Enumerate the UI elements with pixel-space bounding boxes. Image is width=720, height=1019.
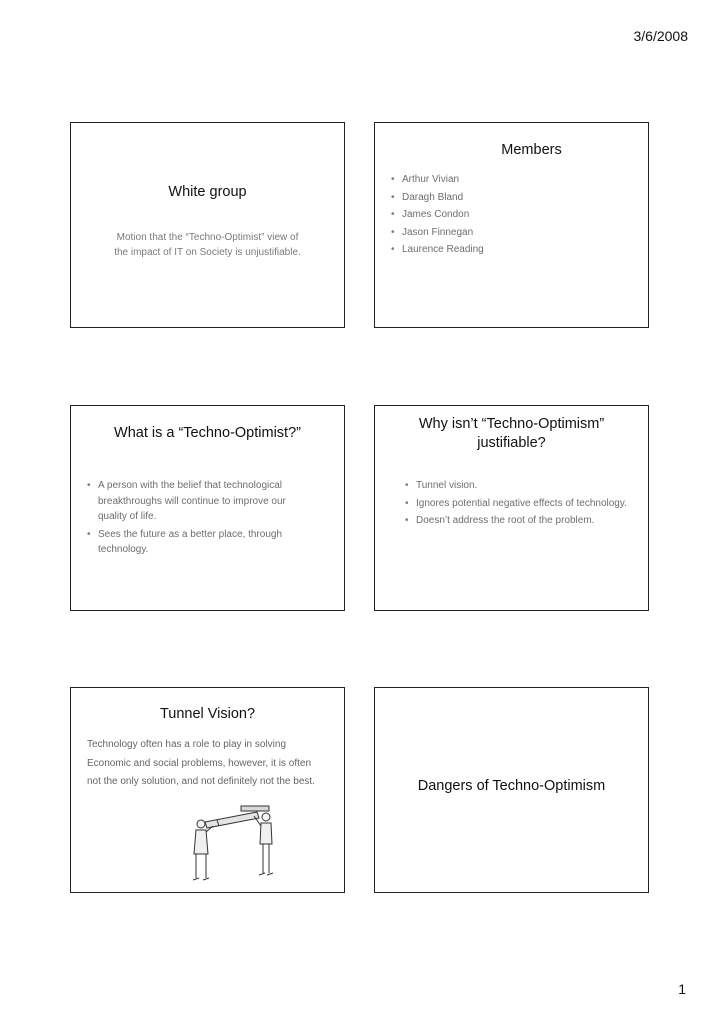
slide-what-is-techno-optimist [70,405,345,611]
tunnel-vision-illustration [187,800,287,886]
slide-subtitle: Motion that the “Techno-Optimist” view of the impact of IT on Society is unjustifiable. [114,232,301,258]
slide-body-text: Technology often has a role to play in solving Economic and social problems, however, it is often not the only solution, and not definitely not the best. [87,739,315,787]
slide-title: Members [501,142,562,158]
list-item: • Sees the future as a better place, through technology. [87,527,314,558]
list-item: • Jason Finnegan [391,225,628,241]
member-list [391,172,628,260]
list-item: • Ignores potential negative effects of technology. [405,496,628,512]
slide-why-not-justifiable [374,405,649,611]
list-item: • Laurence Reading [391,242,628,258]
list-item: • James Condon [391,207,628,223]
slide-title: Tunnel Vision? [159,706,256,722]
list-item: • Doesn’t address the root of the problem. [405,513,628,529]
slide-members [374,122,649,328]
slide-white-group [70,122,345,328]
bullet-list [405,478,628,531]
page-number: 1 [678,981,686,997]
list-item: • Arthur Vivian [391,172,628,188]
list-item: • Tunnel vision. [405,478,628,494]
list-item: • Daragh Bland [391,190,628,206]
slide-title: Why isn’t “Techno-Optimism” justifiable? [418,416,605,451]
page-date: 3/6/2008 [633,28,688,44]
slide-tunnel-vision [70,687,345,893]
slide-title: What is a “Techno-Optimist?” [114,425,301,441]
list-item: • A person with the belief that technological breakthroughs will continue to improve our quality of life. [87,478,314,525]
slide-dangers [374,687,649,893]
slide-title: Dangers of Techno-Optimism [417,778,606,794]
bullet-list [87,478,314,560]
slide-title: White group [168,184,247,200]
